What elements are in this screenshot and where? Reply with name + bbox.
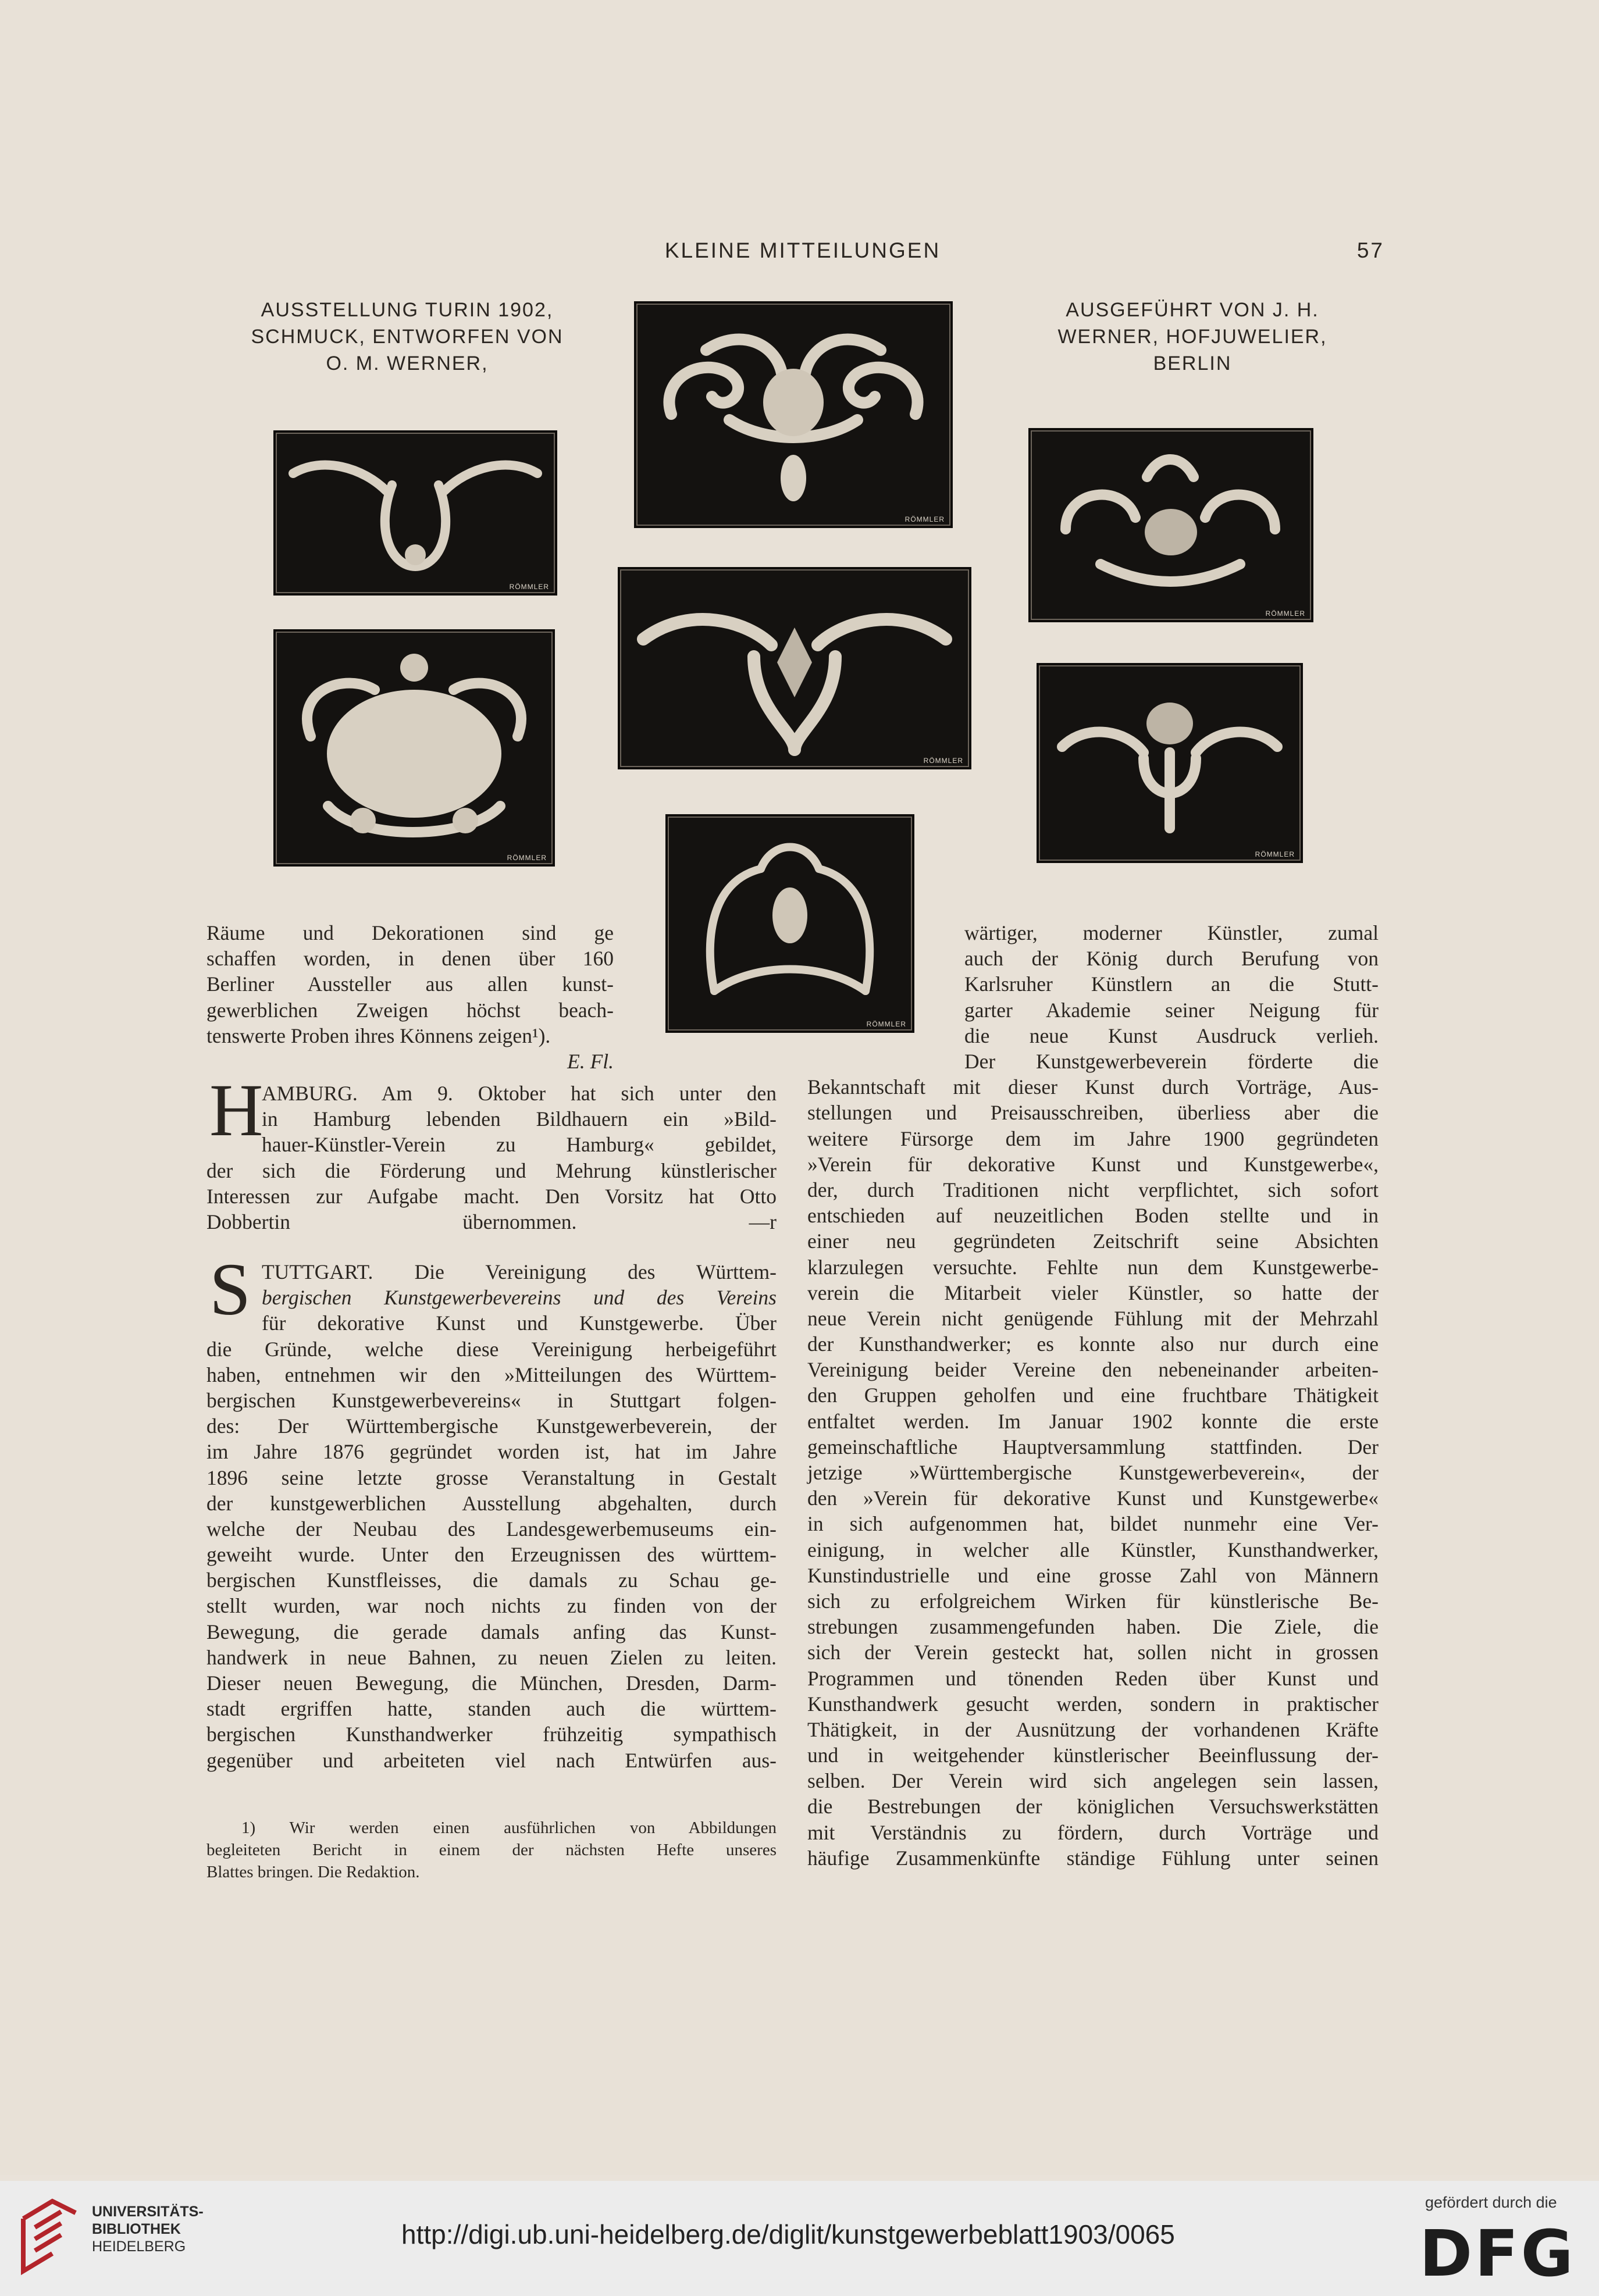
- text-line: strebungen zusammengefunden haben. Die Ziele, die: [807, 1615, 1379, 1639]
- text-line: Vereinigung beider Vereine den nebeneinander arbeiten-: [807, 1358, 1379, 1382]
- text-line: gewerblichen Zweigen höchst beach-: [206, 998, 614, 1022]
- brooch-photo: [273, 629, 555, 867]
- text-line: den Gruppen geholfen und eine fruchtbare Thätigkeit: [807, 1384, 1379, 1407]
- brooch-photo: [1037, 663, 1303, 863]
- text-line: welche der Neubau des Landesgewerbemuseums ein-: [206, 1517, 777, 1541]
- text-line: Bewegung, die gerade damals anfing das Kunst-: [206, 1620, 777, 1643]
- text-line: bergischen Kunstgewerbevereins und des Vereins: [262, 1286, 777, 1310]
- brooch-drawing: [276, 632, 553, 864]
- photo-credit: RÖMMLER: [923, 757, 963, 765]
- text-line: verein die Mitarbeit vieler Künstler, so hatte der: [807, 1281, 1379, 1304]
- text-line: einigung, in welcher alle Künstler, Kunsthandwerker,: [807, 1538, 1379, 1561]
- brooch-drawing: [1031, 430, 1311, 620]
- caption-line: AUSSTELLUNG TURIN 1902,: [261, 299, 554, 321]
- text-line: die neue Kunst Ausdruck verlieh.: [964, 1024, 1379, 1047]
- brooch-photo: [1028, 428, 1313, 622]
- footnote-line: begleiteten Bericht in einem der nächsten Hefte unseres: [206, 1841, 777, 1859]
- text-line: Dieser neuen Bewegung, die München, Dresden, Darm-: [206, 1671, 777, 1695]
- text-line: wärtiger, moderner Künstler, zumal: [964, 921, 1379, 944]
- photo-credit: RÖMMLER: [866, 1020, 906, 1028]
- brooch-drawing: [276, 433, 555, 593]
- text-line: bergischen Kunstfleisses, die damals zu Schau ge-: [206, 1568, 777, 1592]
- text-line: Interessen zur Aufgabe macht. Den Vorsitz hat Otto: [206, 1184, 777, 1208]
- text-line: stadt ergriffen hatte, standen auch die württem-: [206, 1697, 777, 1721]
- text-line: und in weitgehender künstlerischer Beeinflussung der-: [807, 1744, 1379, 1767]
- brooch-photo: [665, 814, 914, 1033]
- brooch-drawing: [668, 817, 912, 1031]
- dropcap-s: S: [209, 1248, 251, 1331]
- caption-line: WERNER, HOFJUWELIER,: [1057, 326, 1327, 348]
- footnote: [206, 1817, 777, 1883]
- running-header: KLEINE MITTEILUNGEN: [664, 238, 941, 262]
- library-line: UNIVERSITÄTS-: [92, 2204, 204, 2220]
- text-line: der sich die Förderung und Mehrung künstlerischer: [206, 1158, 777, 1182]
- text-line: einer neu gegründeten Zeitschrift seine Absichten: [807, 1229, 1379, 1253]
- page-number: 57: [1356, 238, 1384, 262]
- text-line: hauer-Künstler-Verein zu Hamburg« gebildet,: [262, 1133, 777, 1157]
- brooch-photo: [618, 567, 971, 769]
- brooch-drawing: [636, 304, 950, 526]
- column-right: [807, 1049, 1379, 1871]
- footnote-line: Blattes bringen. Die Redaktion.: [206, 1863, 420, 1881]
- text-line: geweiht wurde. Unter den Erzeugnissen des württem-: [206, 1543, 777, 1567]
- photo-credit: RÖMMLER: [904, 515, 945, 523]
- text-line: sich der Verein gesteckt hat, sollen nicht in grossen: [807, 1641, 1379, 1664]
- footnote-line: 1) Wir werden einen ausführlichen von Abbildungen: [241, 1819, 777, 1837]
- text-line: des: Der Württembergische Kunstgewerbeverein, der: [206, 1414, 777, 1438]
- text-line: mit Verständnis zu fördern, durch Vorträge und: [807, 1820, 1379, 1844]
- text-line: der, durch Traditionen nicht verpflichtet, sich sofort: [807, 1178, 1379, 1202]
- brooch-photo: [634, 301, 953, 528]
- photo-credit: RÖMMLER: [507, 854, 547, 862]
- text-line: für dekorative Kunst und Kunstgewerbe. Über: [262, 1311, 777, 1335]
- text-line: AMBURG. Am 9. Oktober hat sich unter den: [262, 1082, 777, 1105]
- photo-credit: RÖMMLER: [1265, 609, 1305, 618]
- text-line: sich zu erfolgreichem Wirken für künstlerische Be-: [807, 1589, 1379, 1613]
- caption-left: [221, 297, 593, 377]
- dropcap-h: H: [209, 1069, 263, 1151]
- text-line: garter Akademie seiner Neigung für: [964, 998, 1379, 1022]
- text-line: gemeinschaftliche Hauptversammlung stattfinden. Der: [807, 1435, 1379, 1459]
- caption-line: BERLIN: [1153, 352, 1232, 375]
- photo-credit: RÖMMLER: [1255, 850, 1295, 858]
- text-line: der Kunsthandwerker; es konnte also nur durch eine: [807, 1332, 1379, 1356]
- text-line: die Bestrebungen der königlichen Versuchswerkstätten: [807, 1795, 1379, 1819]
- text-line: selben. Der Verein wird sich angelegen sein lassen,: [807, 1769, 1379, 1793]
- signature: E. Fl.: [567, 1049, 614, 1073]
- text-line: in sich aufgenommen hat, bildet nunmehr eine Ver-: [807, 1512, 1379, 1536]
- text-line: stellt wurden, war noch nichts zu finden von der: [206, 1594, 777, 1618]
- text-line: Kunstindustrielle und eine grosse Zahl von Männern: [807, 1563, 1379, 1587]
- library-logo-icon: [17, 2195, 81, 2277]
- text-line: schaffen worden, in denen über 160: [206, 947, 614, 971]
- text-line: »Verein für dekorative Kunst und Kunstgewerbe«,: [807, 1152, 1379, 1176]
- caption-line: O. M. WERNER,: [326, 352, 489, 375]
- text-line: in Hamburg lebenden Bildhauern ein »Bild-: [262, 1107, 777, 1131]
- text-line: gegenüber und arbeiteten viel nach Entwürfen aus-: [206, 1748, 777, 1772]
- text-line: den »Verein für dekorative Kunst und Kunstgewerbe«: [807, 1486, 1379, 1510]
- text-line: klarzulegen versuchte. Fehlte nun dem Kunstgewerbe-: [807, 1255, 1379, 1279]
- text-line: handwerk in neue Bahnen, zu neuen Zielen zu leiten.: [206, 1645, 777, 1669]
- text-line: Karlsruher Künstlern an die Stutt-: [964, 972, 1379, 996]
- text-line: häufige Zusammenkünfte ständige Fühlung unter seinen: [807, 1846, 1379, 1870]
- text-line: Bekanntschaft mit dieser Kunst durch Vorträge, Aus-: [807, 1075, 1379, 1099]
- text-line: Der Kunstgewerbeverein förderte die: [964, 1050, 1379, 1073]
- text-line: auch der König durch Berufung von: [964, 947, 1379, 971]
- text-line: Programmen und tönenden Reden über Kunst und: [807, 1666, 1379, 1690]
- hamburg-notice: [206, 1081, 777, 1235]
- dfg-logo: DFG: [1419, 2216, 1576, 2291]
- text-line: im Jahre 1876 gegründet worden ist, hat im Jahre: [206, 1440, 777, 1464]
- library-name: [92, 2203, 204, 2255]
- text-line: weitere Fürsorge dem im Jahre 1900 gegründeten: [807, 1126, 1379, 1150]
- stuttgart-notice: [206, 1259, 777, 1773]
- text-line: Berliner Aussteller aus allen kunst-: [206, 972, 614, 996]
- library-line: BIBLIOTHEK: [92, 2221, 181, 2237]
- text-line: Räume und Dekorationen sind ge: [206, 921, 614, 944]
- text-line: Thätigkeit, in der Ausnützung der vorhandenen Kräfte: [807, 1717, 1379, 1741]
- column-right-top: [964, 920, 1379, 1049]
- brooch-drawing: [620, 569, 969, 767]
- caption-line: SCHMUCK, ENTWORFEN VON: [251, 326, 564, 348]
- caption-line: AUSGEFÜHRT VON J. H.: [1066, 299, 1319, 321]
- brooch-drawing: [1039, 665, 1301, 861]
- text-line: die Gründe, welche diese Vereinigung herbeigeführt: [206, 1337, 777, 1361]
- caption-right: [1006, 297, 1379, 377]
- text-line: jetzige »Württembergische Kunstgewerbeverein«, der: [807, 1461, 1379, 1484]
- text-line: stellungen und Preisausschreiben, überliess aber die: [807, 1101, 1379, 1125]
- text-line: bergischen Kunsthandwerker frühzeitig sympathisch: [206, 1723, 777, 1746]
- text-line: neue Verein nicht genügende Fühlung mit der Mehrzahl: [807, 1306, 1379, 1330]
- column-left-top: [206, 920, 614, 1074]
- text-line: haben, entnehmen wir den »Mitteilungen des Württem-: [206, 1363, 777, 1386]
- text-line: bergischen Kunstgewerbevereins« in Stuttgart folgen-: [206, 1388, 777, 1412]
- text-line: entschieden auf neuzeitlichen Boden stellte und in: [807, 1204, 1379, 1228]
- brooch-photo: [273, 430, 557, 596]
- text-line: 1896 seine letzte grosse Veranstaltung in Gestalt: [206, 1466, 777, 1489]
- text-line: entfaltet werden. Im Januar 1902 konnte die erste: [807, 1409, 1379, 1433]
- library-line: HEIDELBERG: [92, 2238, 186, 2255]
- funding-label: gefördert durch die: [1425, 2194, 1557, 2211]
- text-line: Kunsthandwerk gesucht werden, sondern in praktischer: [807, 1692, 1379, 1716]
- text-line: der kunstgewerblichen Ausstellung abgehalten, durch: [206, 1491, 777, 1515]
- permalink[interactable]: http://digi.ub.uni-heidelberg.de/diglit/kunstgewerbeblatt1903/0065: [401, 2219, 1175, 2249]
- text-line: Dobbertin übernommen. —r: [206, 1210, 777, 1233]
- text-line: tenswerte Proben ihres Könnens zeigen¹).: [206, 1024, 551, 1047]
- text-line: TUTTGART. Die Vereinigung des Württem-: [262, 1260, 777, 1284]
- photo-credit: RÖMMLER: [509, 583, 549, 591]
